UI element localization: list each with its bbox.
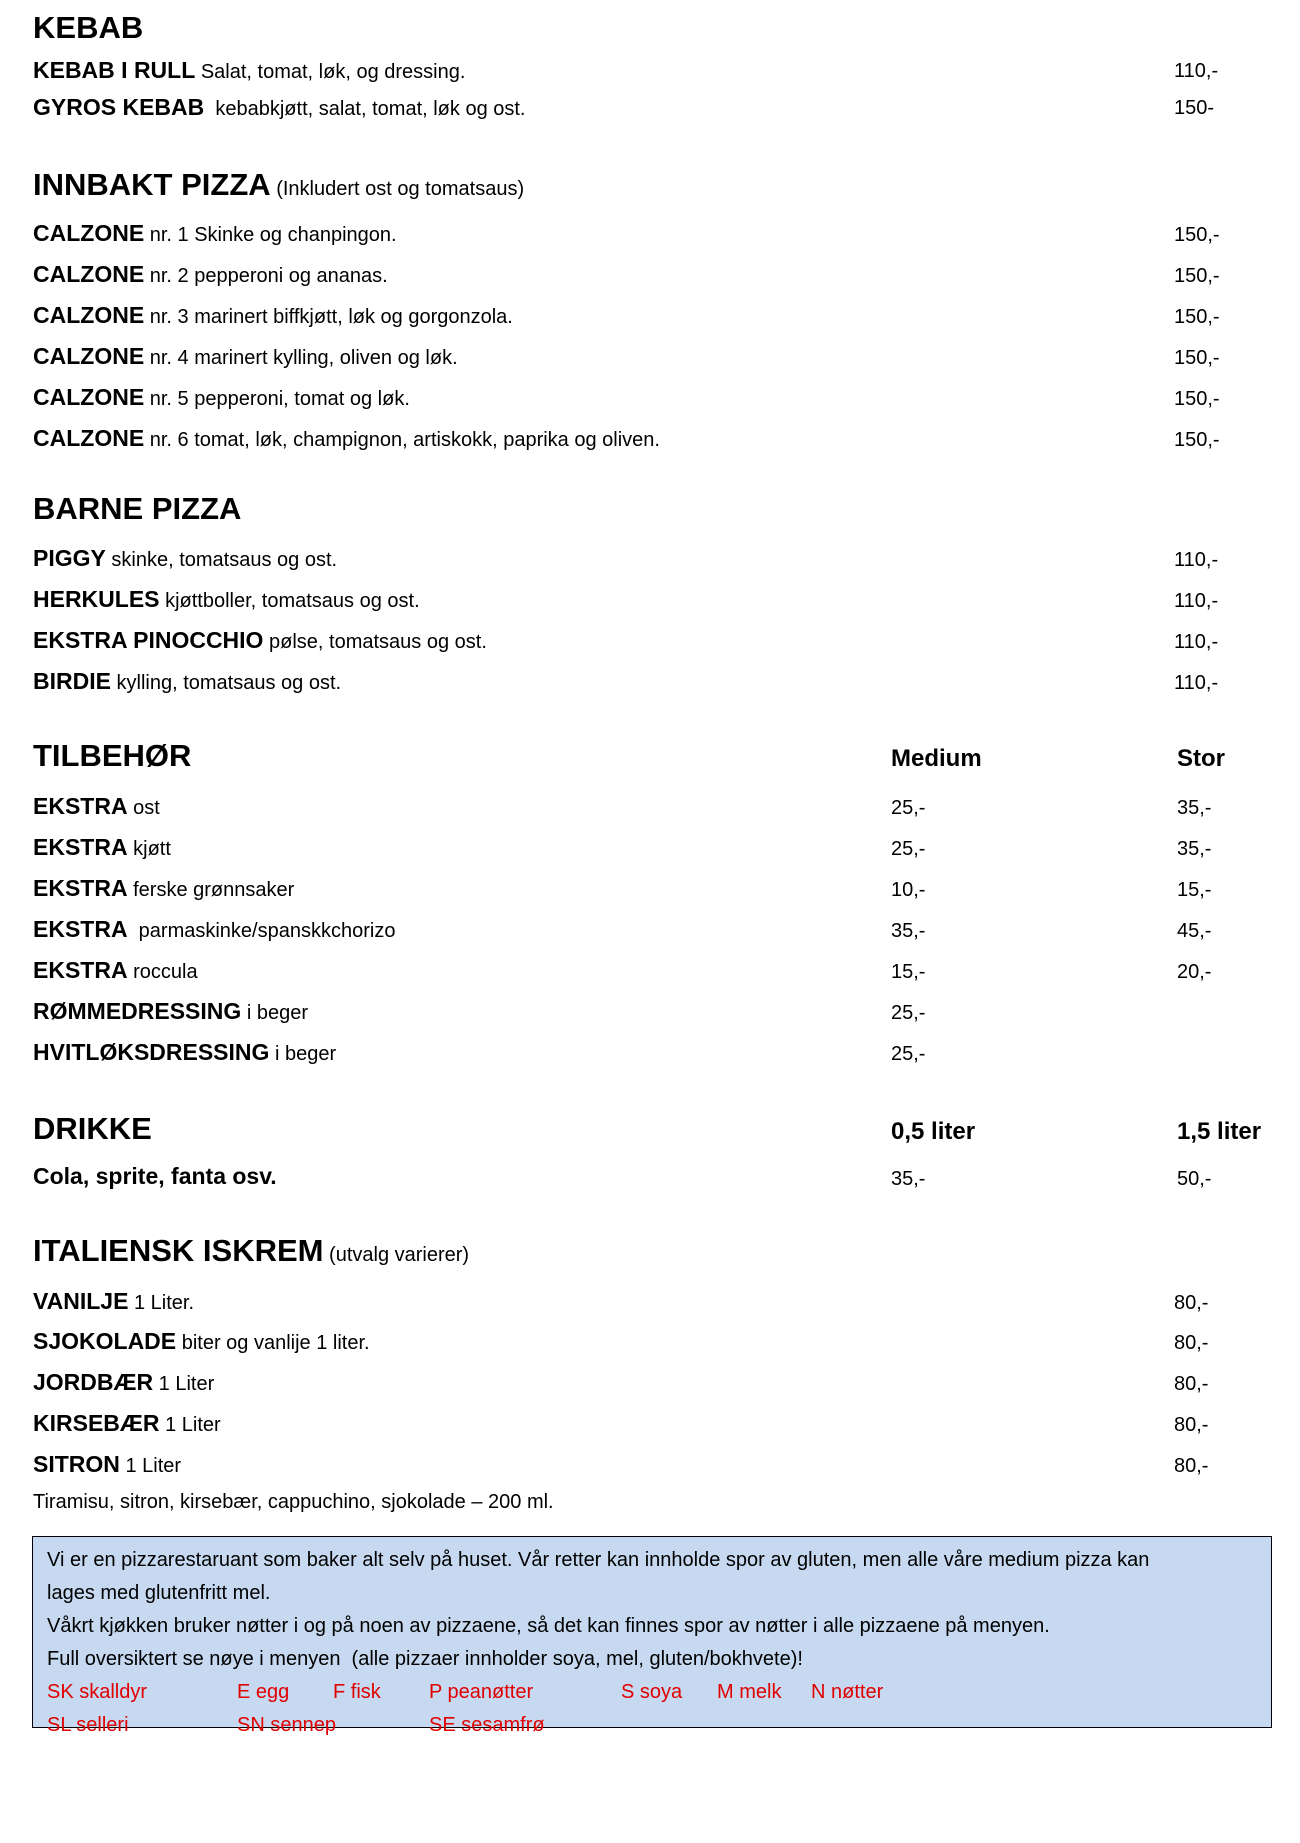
item-desc: 1 Liter (119, 1455, 182, 1477)
item-price-medium: 15,- (891, 961, 926, 983)
item-name: EKSTRA (33, 793, 128, 819)
item-price: 110,- (1174, 631, 1219, 653)
section-note: (utvalg varierer) (323, 1244, 470, 1266)
item-desc: ferske grønnsaker (127, 879, 295, 901)
menu-item (33, 875, 294, 902)
menu-item (33, 220, 397, 247)
item-desc: ost (127, 797, 160, 819)
allergen-label: N nøtter (811, 1681, 884, 1703)
section-note: (Inkludert ost og tomatsaus) (270, 178, 525, 200)
item-price-stor: 35,- (1177, 797, 1212, 819)
allergen-label: SK skalldyr (47, 1681, 148, 1703)
item-price-medium: 25,- (891, 838, 926, 860)
item-desc: nr. 1 Skinke og chanpingon. (144, 224, 397, 246)
section-title-drikke: DRIKKE (33, 1111, 152, 1146)
item-price: 80,- (1174, 1414, 1209, 1436)
item-name: CALZONE (33, 343, 145, 369)
item-name: EKSTRA (33, 957, 128, 983)
menu-item (33, 957, 198, 984)
drink-item-name: Cola, sprite, fanta osv. (33, 1163, 277, 1189)
menu-item (33, 1288, 194, 1315)
item-name: GYROS KEBAB (33, 94, 205, 120)
info-line: lages med glutenfritt mel. (47, 1582, 271, 1604)
item-price: 110,- (1174, 60, 1219, 82)
item-name: BIRDIE (33, 668, 111, 694)
item-desc: pølse, tomatsaus og ost. (263, 631, 487, 653)
item-name: KIRSEBÆR (33, 1410, 160, 1436)
item-desc: parmaskinke/spanskkchorizo (127, 920, 396, 942)
menu-item (33, 425, 660, 452)
allergen-label: SN sennep (237, 1714, 336, 1736)
item-price: 150,- (1174, 265, 1220, 287)
item-price: 150,- (1174, 347, 1220, 369)
item-name: CALZONE (33, 220, 145, 246)
item-name: JORDBÆR (33, 1369, 154, 1395)
allergen-label: SE sesamfrø (429, 1714, 545, 1736)
item-price-stor: 15,- (1177, 879, 1212, 901)
item-name: HERKULES (33, 586, 160, 612)
item-desc: kebabkjøtt, salat, tomat, løk og ost. (204, 98, 526, 120)
item-desc: roccula (127, 961, 198, 983)
item-desc: nr. 6 tomat, løk, champignon, artiskokk, paprika og oliven. (144, 429, 660, 451)
column-header-stor: Stor (1177, 745, 1225, 772)
item-desc: kjøttboller, tomatsaus og ost. (159, 590, 420, 612)
item-name: CALZONE (33, 261, 145, 287)
iskrem-footnote: Tiramisu, sitron, kirsebær, cappuchino, sjokolade – 200 ml. (33, 1491, 554, 1513)
menu-item (33, 998, 308, 1025)
allergen-label: S soya (621, 1681, 683, 1703)
item-price: 150,- (1174, 306, 1220, 328)
item-price: 150,- (1174, 224, 1220, 246)
item-price: 80,- (1174, 1332, 1209, 1354)
item-name: KEBAB I RULL (33, 57, 196, 83)
allergen-label: P peanøtter (429, 1681, 534, 1703)
item-desc: nr. 2 pepperoni og ananas. (144, 265, 388, 287)
menu-item (33, 627, 487, 654)
section-title-innbakt: INNBAKT PIZZA (33, 167, 271, 202)
menu-item (33, 1369, 214, 1396)
info-box (32, 1536, 1272, 1736)
item-price: 110,- (1174, 549, 1219, 571)
item-desc: 1 Liter. (128, 1292, 195, 1314)
section-header-innbakt (33, 167, 524, 203)
column-header-medium: Medium (891, 745, 982, 772)
item-desc: i beger (241, 1002, 309, 1024)
item-price-stor: 35,- (1177, 838, 1212, 860)
menu-item (33, 343, 458, 370)
menu-item (33, 668, 341, 695)
menu-item (33, 1039, 336, 1066)
item-desc: kylling, tomatsaus og ost. (110, 672, 342, 694)
column-header-large: 1,5 liter (1177, 1118, 1262, 1145)
info-line: Våkrt kjøkken bruker nøtter i og på noen av pizzaene, så det kan finnes spor av nøtter i alle pizzaene på menyen. (47, 1615, 1050, 1637)
item-name: CALZONE (33, 302, 145, 328)
menu-item (33, 384, 410, 411)
item-name: EKSTRA PINOCCHIO (33, 627, 264, 653)
section-title-iskrem: ITALIENSK ISKREM (33, 1233, 324, 1268)
section-title-barne: BARNE PIZZA (33, 491, 242, 526)
item-desc: 1 Liter (153, 1373, 215, 1395)
item-price: 150,- (1174, 388, 1220, 410)
menu-item (33, 302, 513, 329)
info-line: Vi er en pizzarestaruant som baker alt selv på huset. Vår retter kan innholde spor av gluten, men alle våre medium pizza kan (47, 1549, 1150, 1571)
item-price: 80,- (1174, 1292, 1209, 1314)
item-name: PIGGY (33, 545, 106, 571)
item-price-medium: 35,- (891, 920, 926, 942)
section-title-tilbehor: TILBEHØR (33, 738, 192, 773)
menu-item (33, 261, 388, 288)
menu-item (33, 94, 526, 121)
item-desc: biter og vanlije 1 liter. (176, 1332, 370, 1354)
menu-item (33, 1410, 221, 1437)
item-price-small: 35,- (891, 1168, 926, 1190)
item-desc: skinke, tomatsaus og ost. (105, 549, 338, 571)
item-price-stor: 45,- (1177, 920, 1212, 942)
item-desc: nr. 4 marinert kylling, oliven og løk. (144, 347, 458, 369)
item-desc: Salat, tomat, løk, og dressing. (195, 61, 466, 83)
item-name: RØMMEDRESSING (33, 998, 242, 1024)
menu-item (33, 57, 465, 84)
item-price: 150- (1174, 97, 1215, 119)
item-desc: 1 Liter (159, 1414, 221, 1436)
item-name: EKSTRA (33, 875, 128, 901)
item-name: HVITLØKSDRESSING (33, 1039, 270, 1065)
menu-item (33, 1328, 370, 1355)
section-header-iskrem (33, 1233, 469, 1269)
item-price-medium: 25,- (891, 1043, 926, 1065)
menu-item (33, 1451, 181, 1478)
item-name: VANILJE (33, 1288, 129, 1314)
item-price: 80,- (1174, 1455, 1209, 1477)
allergen-row (47, 1676, 1257, 1709)
section-title-kebab: KEBAB (33, 10, 144, 45)
menu-item (33, 793, 160, 820)
item-price: 80,- (1174, 1373, 1209, 1395)
item-price-medium: 25,- (891, 1002, 926, 1024)
item-name: SJOKOLADE (33, 1328, 177, 1354)
menu-item (33, 545, 337, 572)
item-name: EKSTRA (33, 916, 128, 942)
allergen-label: E egg (237, 1681, 290, 1703)
item-price-large: 50,- (1177, 1168, 1212, 1190)
menu-item (33, 586, 420, 613)
item-price-stor: 20,- (1177, 961, 1212, 983)
item-price: 110,- (1174, 672, 1219, 694)
allergen-label: SL selleri (47, 1714, 129, 1736)
item-name: CALZONE (33, 425, 145, 451)
menu-item (33, 834, 171, 861)
item-price-medium: 25,- (891, 797, 926, 819)
menu-item (33, 916, 395, 943)
item-name: SITRON (33, 1451, 120, 1477)
item-price: 150,- (1174, 429, 1220, 451)
allergen-label: M melk (717, 1681, 782, 1703)
item-desc: nr. 5 pepperoni, tomat og løk. (144, 388, 410, 410)
info-line: Full oversiktert se nøye i menyen (alle pizzaer innholder soya, mel, gluten/bokhvete)! (47, 1648, 803, 1670)
item-desc: nr. 3 marinert biffkjøtt, løk og gorgonzola. (144, 306, 513, 328)
allergen-row (47, 1709, 1257, 1742)
item-price-medium: 10,- (891, 879, 926, 901)
item-desc: i beger (269, 1043, 337, 1065)
item-name: EKSTRA (33, 834, 128, 860)
item-name: CALZONE (33, 384, 145, 410)
item-price: 110,- (1174, 590, 1219, 612)
column-header-small: 0,5 liter (891, 1118, 976, 1145)
allergen-label: F fisk (333, 1681, 381, 1703)
item-desc: kjøtt (127, 838, 171, 860)
